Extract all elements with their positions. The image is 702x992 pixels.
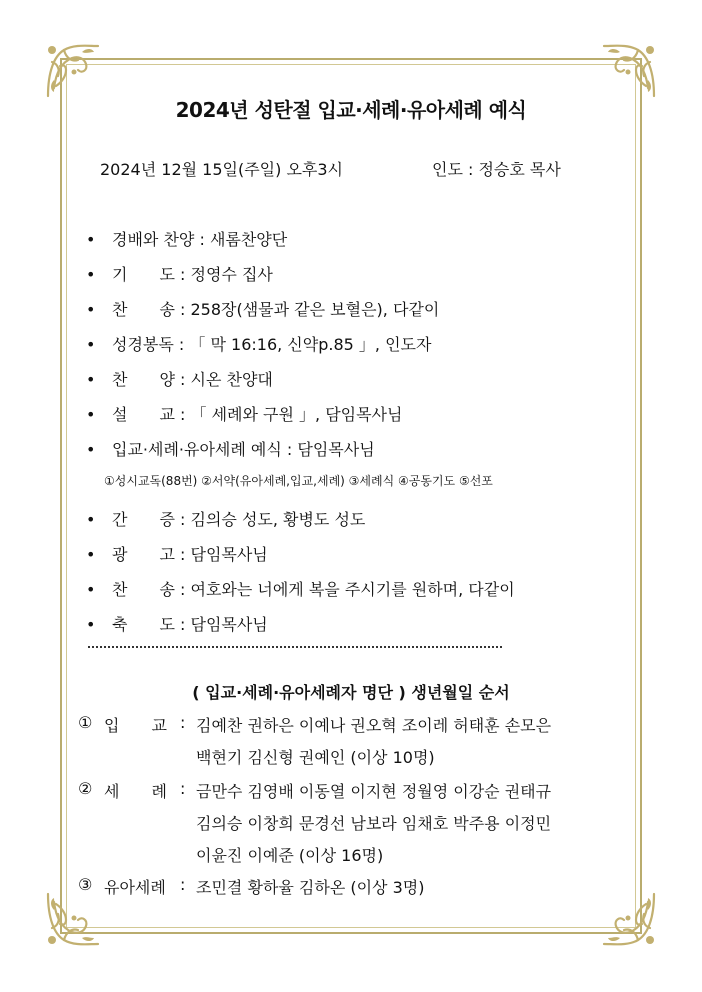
roster-colon: :	[180, 779, 186, 798]
program-label: 입교·세례·유아세례 예식	[112, 440, 282, 459]
roster-num: ③	[78, 875, 93, 894]
ornate-corner-icon	[44, 890, 102, 948]
bullet-icon: •	[86, 510, 96, 529]
program-label: 찬 양	[112, 370, 175, 389]
program-value: 담임목사님	[297, 440, 375, 459]
program-item	[86, 227, 287, 250]
program-item	[86, 612, 268, 635]
ornate-corner-icon	[600, 890, 658, 948]
program-item	[86, 332, 431, 355]
dotted-divider	[88, 646, 502, 648]
program-item	[86, 577, 515, 600]
program-separator: :	[174, 265, 191, 284]
program-item	[86, 542, 268, 565]
program-label: 경배와 찬양	[112, 230, 195, 249]
program-separator: :	[174, 510, 191, 529]
program-separator: :	[174, 405, 191, 424]
program-value: 258장(샘물과 같은 보혈은), 다같이	[190, 300, 440, 319]
roster-colon: :	[180, 875, 186, 894]
roster-num: ②	[78, 779, 93, 798]
program-separator: :	[194, 230, 210, 249]
roster-names: 백현기 김신형 권예인 (이상 10명)	[196, 748, 435, 767]
program-value: 「 막 16:16, 신약p.85 」, 인도자	[189, 335, 432, 354]
bullet-icon: •	[86, 615, 96, 634]
ornate-corner-icon	[44, 42, 102, 100]
bullet-icon: •	[86, 370, 96, 389]
roster-names: 금만수 김영배 이동열 이지현 정월영 이강순 권태규	[196, 782, 552, 801]
roster-label: 입 교	[104, 716, 167, 735]
program-separator: :	[174, 580, 191, 599]
service-date: 2024년 12월 15일(주일) 오후3시	[100, 160, 344, 179]
program-separator: :	[174, 300, 191, 319]
program-separator: :	[174, 545, 191, 564]
program-label: 설 교	[112, 405, 175, 424]
program-label: 찬 송	[112, 300, 175, 319]
roster-names: 김예찬 권하은 이예나 권오혁 조이레 허태훈 손모은	[196, 716, 552, 735]
program-value: 여호와는 너에게 복을 주시기를 원하며, 다같이	[190, 580, 515, 599]
bullet-icon: •	[86, 335, 96, 354]
ceremony-order: ①성시교독(88번) ②서약(유아세례,입교,세례) ③세례식 ④공동기도 ⑤선포	[104, 474, 493, 488]
roster-names: 이윤진 이예준 (이상 16명)	[196, 846, 384, 865]
roster-names: 김의승 이창희 문경선 남보라 임채호 박주용 이정민	[196, 814, 552, 833]
program-item	[86, 402, 402, 425]
program-value: 김의승 성도, 황병도 성도	[190, 510, 366, 529]
service-leader: 인도 : 정승호 목사	[432, 160, 561, 179]
program-label: 간 증	[112, 510, 175, 529]
program-value: 정영수 집사	[190, 265, 273, 284]
roster-label: 유아세례	[104, 878, 166, 897]
roster-title: ( 입교·세례·유아세례자 명단 ) 생년월일 순서	[192, 683, 510, 702]
bullet-icon: •	[86, 545, 96, 564]
program-item	[86, 437, 375, 460]
program-value: 시온 찬양대	[190, 370, 273, 389]
bullet-icon: •	[86, 230, 96, 249]
program-item	[86, 297, 439, 320]
program-label: 기 도	[112, 265, 175, 284]
ornate-corner-icon	[600, 42, 658, 100]
bullet-icon: •	[86, 440, 96, 459]
program-item	[86, 262, 273, 285]
program-value: 담임목사님	[190, 545, 268, 564]
program-label: 축 도	[112, 615, 175, 634]
page-title: 2024년 성탄절 입교·세례·유아세례 예식	[175, 98, 527, 122]
program-separator: :	[174, 370, 191, 389]
program-value: 새롬찬양단	[209, 230, 288, 249]
bullet-icon: •	[86, 265, 96, 284]
program-value: 담임목사님	[190, 615, 268, 634]
roster-colon: :	[180, 713, 186, 732]
program-label: 광 고	[112, 545, 175, 564]
bullet-icon: •	[86, 580, 96, 599]
program-label: 찬 송	[112, 580, 175, 599]
program-separator: :	[281, 440, 298, 459]
program-item	[86, 367, 273, 390]
roster-names: 조민결 황하율 김하온 (이상 3명)	[196, 878, 425, 897]
program-separator: :	[173, 335, 190, 354]
program-value: 「 세례와 구원 」, 담임목사님	[190, 405, 403, 424]
roster-num: ①	[78, 713, 93, 732]
program-label: 성경봉독	[112, 335, 174, 354]
program-item	[86, 507, 365, 530]
bullet-icon: •	[86, 300, 96, 319]
roster-label: 세 례	[104, 782, 167, 801]
program-separator: :	[174, 615, 191, 634]
bullet-icon: •	[86, 405, 96, 424]
